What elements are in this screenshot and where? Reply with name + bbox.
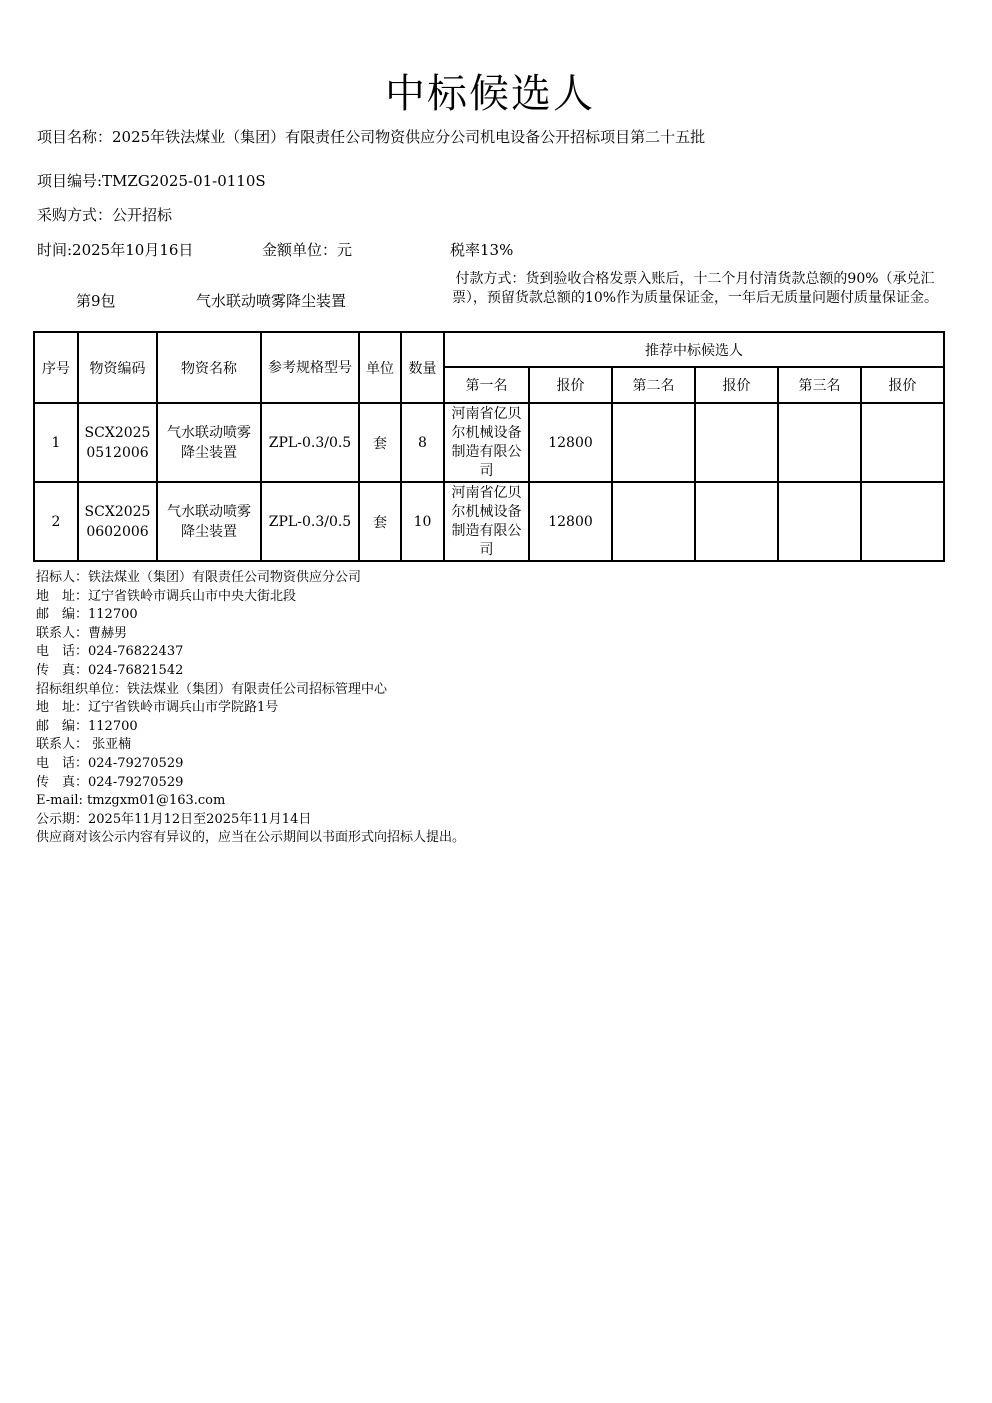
row-price1: 12800 <box>529 482 612 561</box>
row-name-text: 气水联动喷雾降尘装置 <box>167 503 251 540</box>
header-price2: 报价 <box>695 367 778 403</box>
procurement-method: 采购方式：公开招标 <box>37 206 173 224</box>
payment-terms: 付款方式：货到验收合格发票入账后，十二个月付清货款总额的90%（承兑汇票），预留货款总额的10%作为质量保证金，一年后无质量问题付质量保证金。 <box>451 271 939 306</box>
tenderer-address: 地 址：辽宁省铁岭市调兵山市中央大街北段 <box>36 588 297 604</box>
row-seq: 1 <box>34 403 78 482</box>
header-price1: 报价 <box>529 367 612 403</box>
row-first <box>444 482 529 561</box>
header-code: 物资编码 <box>78 332 157 403</box>
header-candidates: 推荐中标候选人 <box>444 332 944 367</box>
table-row <box>34 482 944 561</box>
candidate-table <box>33 331 945 562</box>
header-second: 第二名 <box>612 367 695 403</box>
row-seq: 2 <box>34 482 78 561</box>
row-spec: ZPL-0.3/0.5 <box>261 482 359 561</box>
row-third <box>778 403 861 482</box>
agency-contact: 联系人： 张亚楠 <box>36 737 132 753</box>
row-unit: 套 <box>359 482 401 561</box>
row-code-text: SCX20250512006 <box>84 424 151 461</box>
project-name: 项目名称：2025年铁法煤业（集团）有限责任公司物资供应分公司机电设备公开招标项目第二十五批 <box>37 128 706 146</box>
row-first <box>444 403 529 482</box>
tenderer-contact: 联系人：曹赫男 <box>36 625 128 641</box>
header-spec <box>261 332 359 403</box>
row-name <box>157 403 261 482</box>
row-name <box>157 482 261 561</box>
row-price3 <box>861 403 944 482</box>
row-code-text: SCX20250602006 <box>84 503 151 540</box>
header-name: 物资名称 <box>157 332 261 403</box>
project-number: 项目编号:TMZG2025-01-0110S <box>37 172 266 190</box>
agency-address: 地 址：辽宁省铁岭市调兵山市学院路1号 <box>36 700 279 716</box>
row-price2 <box>695 482 778 561</box>
row-first-text: 河南省亿贝尔机械设备制造有限公司 <box>451 405 522 479</box>
table-row <box>34 403 944 482</box>
objection-note: 供应商对该公示内容有异议的，应当在公示期间以书面形式向招标人提出。 <box>36 830 466 846</box>
package-number: 第9包 <box>76 292 116 310</box>
header-qty: 数量 <box>401 332 444 403</box>
currency-unit: 金额单位：元 <box>262 241 353 259</box>
date: 时间:2025年10月16日 <box>37 241 194 259</box>
agency-email: E-mail: tmzgxm01@163.com <box>36 793 226 809</box>
agency-fax: 传 真：024-79270529 <box>36 774 184 790</box>
header-price3: 报价 <box>861 367 944 403</box>
tenderer-fax: 传 真：024-76821542 <box>36 662 184 678</box>
package-name: 气水联动喷雾降尘装置 <box>196 292 347 310</box>
tenderer-postcode: 邮 编：112700 <box>36 607 138 623</box>
row-name-text: 气水联动喷雾降尘装置 <box>167 424 251 461</box>
header-unit: 单位 <box>359 332 401 403</box>
row-second <box>612 482 695 561</box>
row-code <box>78 403 157 482</box>
row-price1: 12800 <box>529 403 612 482</box>
header-third: 第三名 <box>778 367 861 403</box>
tenderer: 招标人：铁法煤业（集团）有限责任公司物资供应分公司 <box>36 570 362 585</box>
row-price2 <box>695 403 778 482</box>
tenderer-phone: 电 话：024-76822437 <box>36 644 184 660</box>
row-third <box>778 482 861 561</box>
agency-phone: 电 话：024-79270529 <box>36 755 184 771</box>
header-seq: 序号 <box>34 332 78 403</box>
row-code <box>78 482 157 561</box>
tax-rate: 税率13% <box>450 241 514 259</box>
agency: 招标组织单位：铁法煤业（集团）有限责任公司招标管理中心 <box>36 681 388 697</box>
row-price3 <box>861 482 944 561</box>
header-spec-text: 参考规格型号 <box>268 359 352 376</box>
row-spec: ZPL-0.3/0.5 <box>261 403 359 482</box>
row-second <box>612 403 695 482</box>
page-title: 中标候选人 <box>385 71 595 117</box>
row-unit: 套 <box>359 403 401 482</box>
row-qty: 10 <box>401 482 444 561</box>
contact-info <box>36 569 465 848</box>
publicity-period: 公示期：2025年11月12日至2025年11月14日 <box>36 811 312 827</box>
agency-postcode: 邮 编：112700 <box>36 718 138 734</box>
row-first-text: 河南省亿贝尔机械设备制造有限公司 <box>451 484 522 558</box>
row-qty: 8 <box>401 403 444 482</box>
header-first: 第一名 <box>444 367 529 403</box>
